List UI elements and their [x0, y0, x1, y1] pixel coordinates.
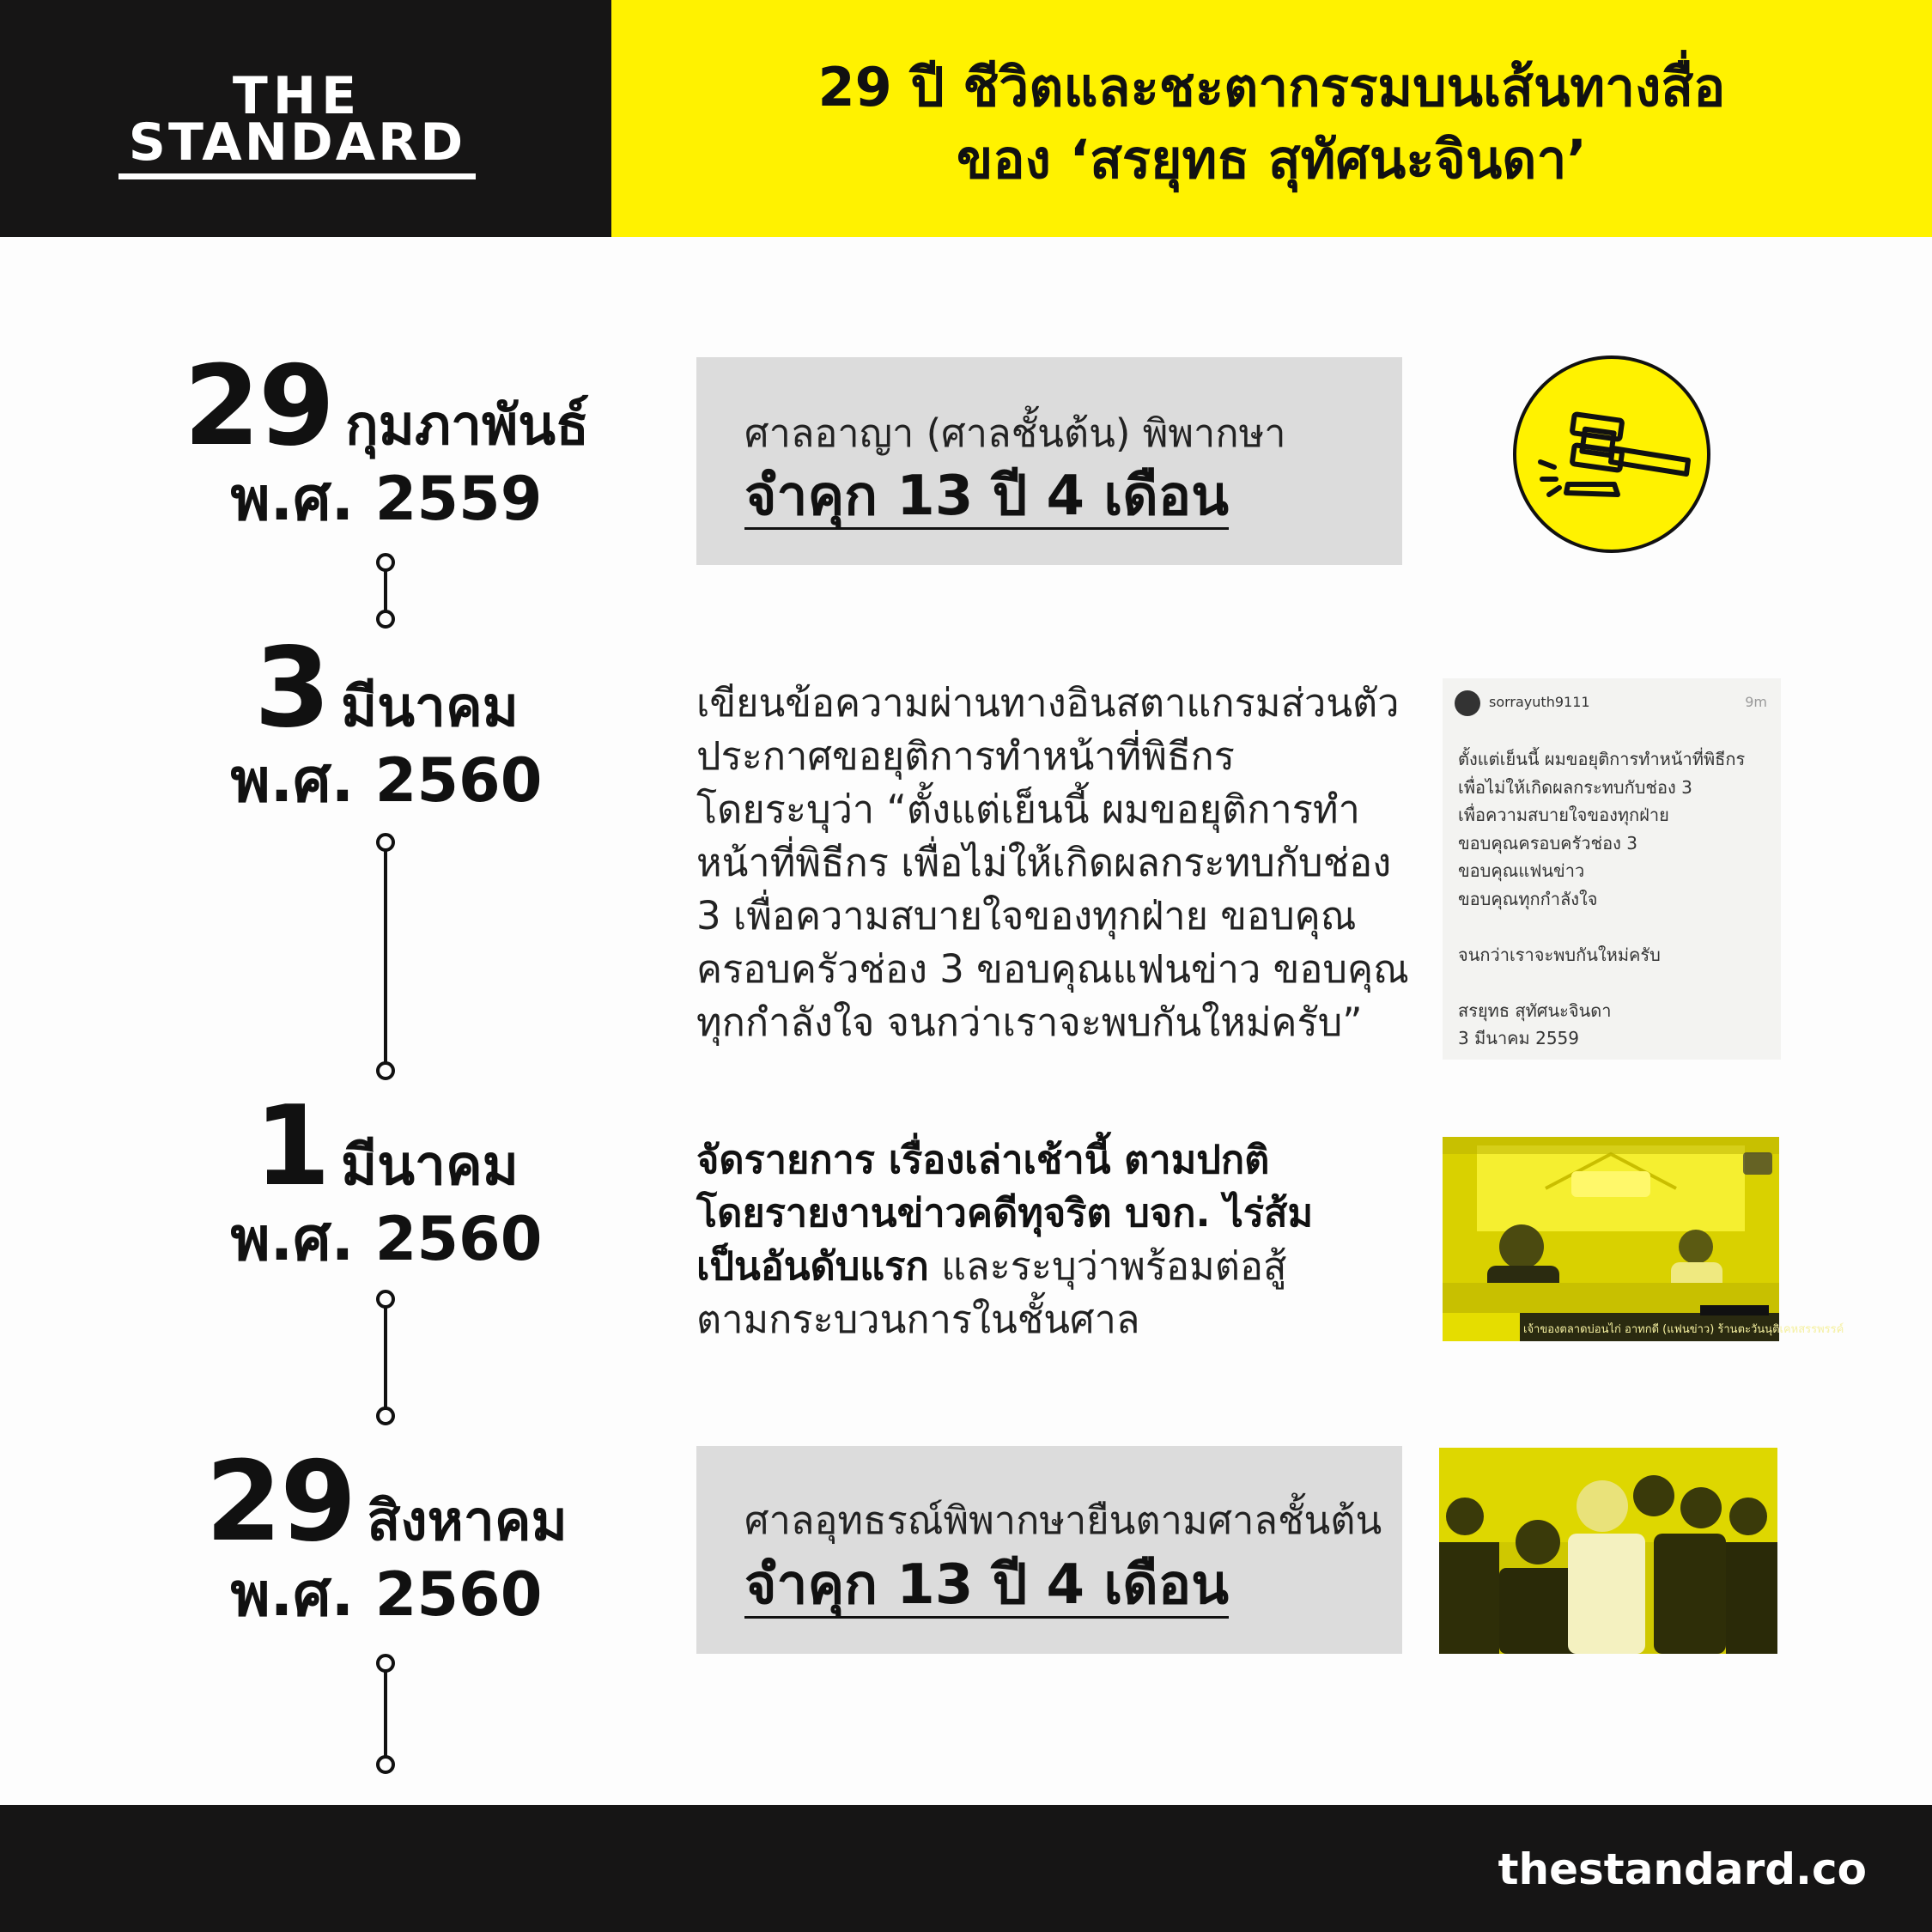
instagram-line: ตั้งแต่เย็นนี้ ผมขอยุติการทำหน้าที่พิธีกร	[1458, 749, 1746, 769]
text-line: โดยระบุว่า “ตั้งแต่เย็นนี้ ผมขอยุติการทำ	[696, 787, 1360, 832]
text-line: ประกาศขอยุติการทำหน้าที่พิธีกร	[696, 733, 1235, 779]
instagram-post-card	[1443, 678, 1781, 1060]
page-title-line-2: ของ ‘สรยุทธ สุทัศนะจินดา’	[957, 128, 1587, 191]
court-escort-photo	[1439, 1448, 1777, 1654]
tv-news-screenshot	[1443, 1137, 1844, 1341]
text-regular: และระบุว่าพร้อมต่อสู้	[928, 1243, 1287, 1289]
instagram-line: 3 มีนาคม 2559	[1458, 1028, 1579, 1048]
instagram-line	[1458, 969, 1776, 997]
verdict-court: ศาลอุทธรณ์พิพากษายืนตามศาลชั้นต้น	[744, 1498, 1382, 1543]
verdict-court: ศาลอาญา (ศาลชั้นต้น) พิพากษา	[744, 410, 1286, 456]
date-year: พ.ศ. 2560	[230, 745, 543, 816]
instagram-line: ขอบคุณครอบครัวช่อง 3	[1458, 832, 1637, 854]
verdict-box-1	[696, 357, 1402, 565]
instagram-line: ขอบคุณทุกกำลังใจ	[1458, 888, 1598, 909]
instagram-timestamp: 9m	[1745, 694, 1767, 710]
verdict-box-2	[696, 1446, 1402, 1654]
date-year: พ.ศ. 2560	[230, 1204, 543, 1274]
instagram-announcement-text	[696, 677, 1418, 1049]
instagram-line: ขอบคุณแฟนข่าว	[1458, 860, 1585, 881]
date-day: 29	[183, 343, 334, 471]
logo-standard: STANDARD	[128, 112, 466, 173]
avatar	[1455, 690, 1480, 716]
title-banner	[611, 0, 1932, 237]
footer-url[interactable]: thestandard.co	[1498, 1844, 1867, 1894]
date-day: 1	[254, 1083, 330, 1211]
page-title-line-1: 29 ปี ชีวิตและชะตากรรมบนเส้นทางสื่อ	[817, 56, 1726, 118]
gavel-icon	[1513, 355, 1710, 553]
logo-the: THE	[232, 66, 362, 126]
date-month: กุมภาพันธ์	[345, 394, 590, 458]
timeline-connector	[376, 1290, 395, 1425]
date-2	[129, 624, 644, 816]
date-year: พ.ศ. 2559	[230, 464, 543, 534]
date-month: มีนาคม	[341, 676, 519, 739]
text-bold: จัดรายการ เรื่องเล่าเช้านี้ ตามปกติ	[696, 1137, 1270, 1182]
date-month: สิงหาคม	[367, 1490, 568, 1553]
date-month: มีนาคม	[341, 1134, 519, 1198]
text-line: ครอบครัวช่อง 3 ขอบคุณแฟนข่าว ขอบคุณ	[696, 946, 1409, 992]
text-bold: โดยรายงานข่าวคดีทุจริต บจก. ไร่ส้ม	[696, 1190, 1314, 1236]
timeline-connector	[376, 553, 395, 629]
tv-ticker: เจ้าของตลาดบ่อนไก่ อาทกดี (แฟนข่าว) ร้านตะวันนุติเคหสรรพรรค์	[1523, 1323, 1844, 1336]
instagram-line: เพื่อไม่ให้เกิดผลกระทบกับช่อง 3	[1458, 776, 1692, 798]
text-line: เขียนข้อความผ่านทางอินสตาแกรมส่วนตัว	[696, 680, 1400, 726]
text-line: หน้าที่พิธีกร เพื่อไม่ให้เกิดผลกระทบกับช่อง	[696, 840, 1392, 885]
verdict-sentence: จำคุก 13 ปี 4 เดือน	[744, 465, 1229, 528]
text-bold: เป็นอันดับแรก	[696, 1243, 929, 1289]
text-line: ทุกกำลังใจ จนกว่าเราจะพบกันใหม่ครับ”	[696, 999, 1363, 1045]
timeline-connector	[376, 833, 395, 1080]
footer	[0, 1805, 1932, 1932]
date-3	[129, 1083, 644, 1274]
instagram-line: เพื่อความสบายใจของทุกฝ่าย	[1458, 805, 1669, 825]
timeline-connector	[376, 1654, 395, 1774]
date-day: 3	[254, 624, 330, 752]
date-year: พ.ศ. 2560	[230, 1559, 543, 1630]
verdict-sentence: จำคุก 13 ปี 4 เดือน	[744, 1553, 1229, 1617]
logo-underline	[118, 173, 476, 179]
morning-news-text	[696, 1133, 1418, 1346]
text-line: 3 เพื่อความสบายใจของทุกฝ่าย ขอบคุณ	[696, 893, 1357, 939]
text-line: ตามกระบวนการในชั้นศาล	[696, 1297, 1140, 1342]
instagram-line: จนกว่าเราจะพบกันใหม่ครับ	[1458, 944, 1661, 965]
instagram-post-body	[1458, 745, 1776, 1053]
date-day: 29	[205, 1438, 355, 1566]
instagram-line	[1458, 913, 1776, 941]
instagram-line: สรยุทธ สุทัศนะจินดา	[1458, 999, 1612, 1021]
logo-block	[0, 0, 611, 237]
date-4	[129, 1438, 644, 1630]
date-1	[129, 343, 644, 534]
instagram-username: sorrayuth9111	[1489, 694, 1590, 710]
